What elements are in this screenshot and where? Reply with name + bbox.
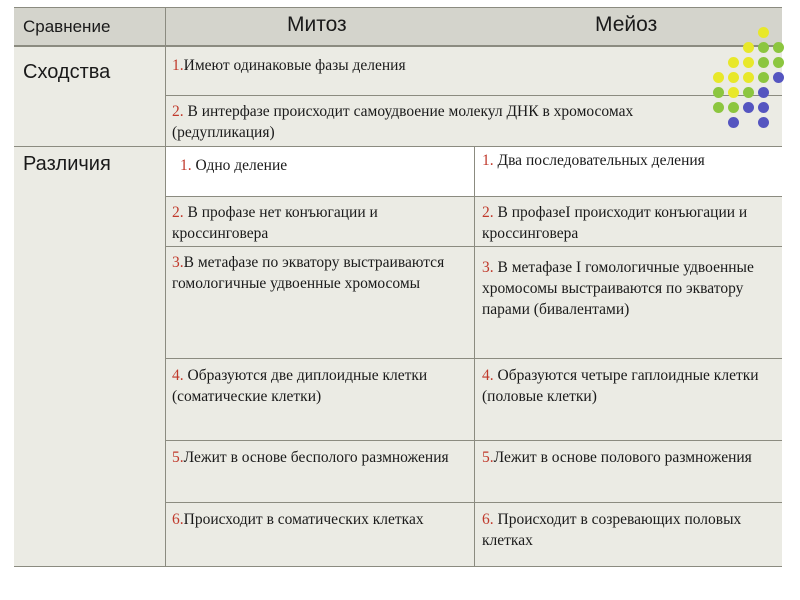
mitosis-difference-3: 3.В метафазе по экватору выстраиваются гомологичные удвоенные хромосомы <box>172 254 445 292</box>
meiosis-difference-2: 2. В профазеI происходит конъюгации и кроссинговера <box>482 204 748 242</box>
similarity-1: 1.Имеют одинаковые фазы деления <box>172 57 406 74</box>
dot-grid-icon <box>700 20 790 130</box>
meiosis-difference-6: 6. Происходит в созревающих половых клетках <box>482 511 742 549</box>
table-header <box>14 7 782 47</box>
meiosis-difference-4: 4. Образуются четыре гаплоидные клетки (половые клетки) <box>482 367 759 405</box>
meiosis-difference-3: 3. В метафазе I гомологичные удвоенные хромосомы выстраиваются по экватору парами (бивалентами) <box>482 259 754 318</box>
meiosis-difference-5: 5.Лежит в основе полового размножения <box>482 449 752 466</box>
header-meiosis: Мейоз <box>595 13 658 36</box>
mitosis-difference-1: 1. Одно деление <box>180 157 288 174</box>
mitosis-difference-4: 4. Образуются две диплоидные клетки (соматические клетки) <box>172 367 428 405</box>
meiosis-difference-1: 1. Два последовательных деления <box>482 152 705 169</box>
similarity-2: 2. В интерфазе происходит самоудвоение молекул ДНК в хромосомах (редупликация) <box>172 103 634 141</box>
mitosis-difference-2: 2. В профазе нет конъюгации и кроссинговера <box>172 204 378 242</box>
label-similarities: Сходства <box>23 61 111 83</box>
mitosis-difference-6: 6.Происходит в соматических клетках <box>172 511 424 528</box>
header-mitosis: Митоз <box>287 13 347 36</box>
label-differences: Различия <box>23 153 111 175</box>
header-comparison: Сравнение <box>23 17 111 36</box>
mitosis-difference-5: 5.Лежит в основе бесполого размножения <box>172 449 449 466</box>
